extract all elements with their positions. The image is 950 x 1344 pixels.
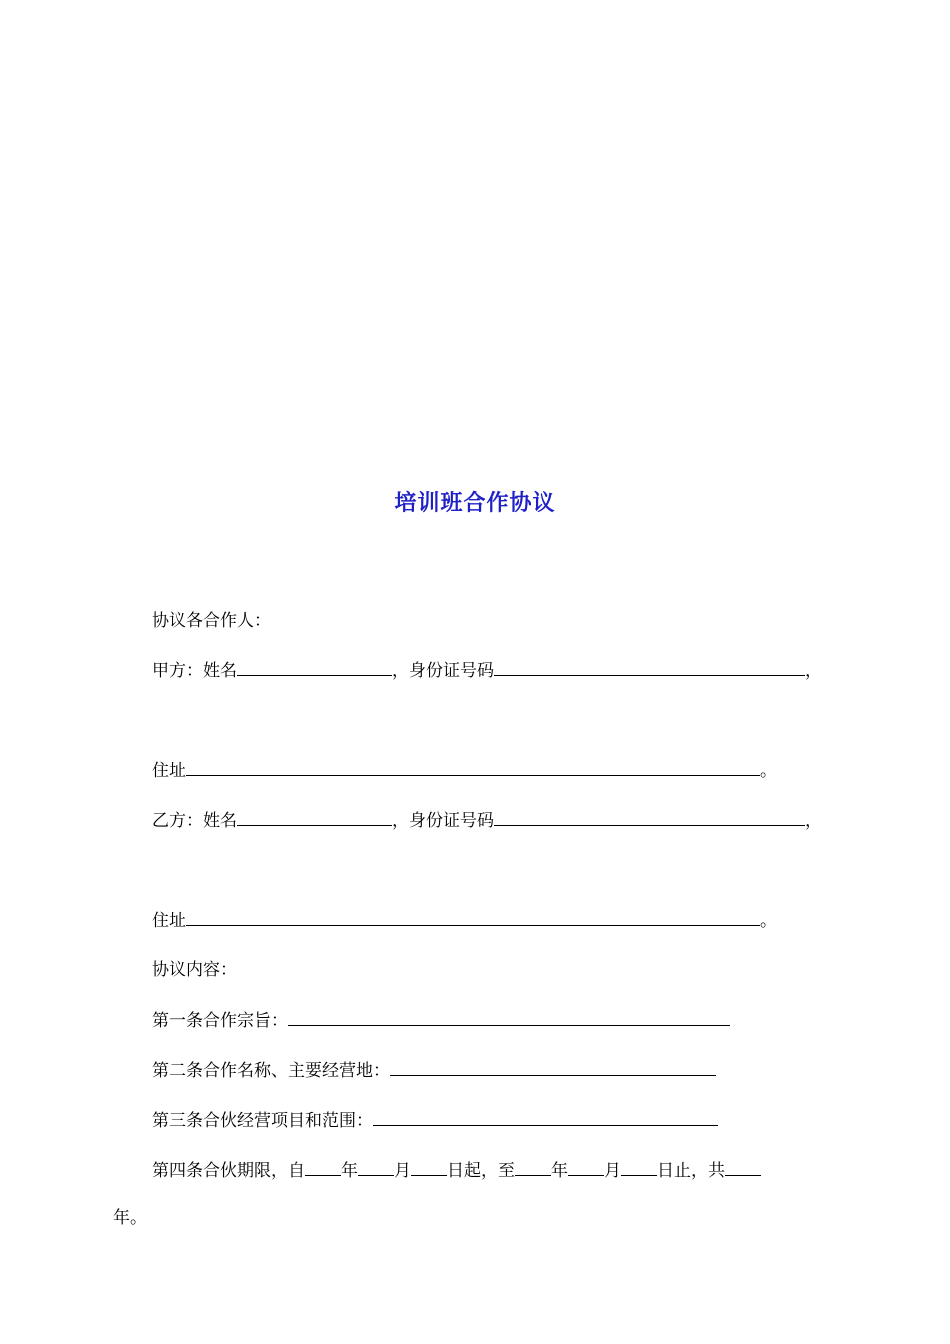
party-b-address-field[interactable] <box>186 908 760 926</box>
partners-heading: 协议各合作人： <box>152 611 271 631</box>
start-day-label: 日起，至 <box>447 1161 515 1181</box>
article-3-line <box>152 1108 718 1133</box>
end-month-field[interactable] <box>568 1158 604 1176</box>
article-2-line <box>152 1058 716 1083</box>
party-b-address-line <box>152 908 777 933</box>
article-3-label: 第三条合伙经营项目和范围： <box>152 1111 373 1131</box>
party-b-name-field[interactable] <box>237 808 392 826</box>
article-4-continuation: 年。 <box>113 1208 147 1228</box>
party-b-line <box>152 808 822 833</box>
party-a-address-end: 。 <box>760 761 777 781</box>
party-b-line-end: ， <box>805 811 822 831</box>
start-month-field[interactable] <box>358 1158 394 1176</box>
article-4-line <box>152 1158 761 1183</box>
party-b-name-label: 乙方：姓名 <box>152 811 237 831</box>
party-a-line <box>152 658 822 683</box>
party-a-address-field[interactable] <box>186 758 760 776</box>
party-b-id-field[interactable] <box>494 808 805 826</box>
article-1-label: 第一条合作宗旨： <box>152 1011 288 1031</box>
start-day-field[interactable] <box>411 1158 447 1176</box>
end-day-field[interactable] <box>621 1158 657 1176</box>
content-heading: 协议内容： <box>152 960 237 980</box>
end-day-label: 日止，共 <box>657 1161 725 1181</box>
article-3-field[interactable] <box>373 1108 718 1126</box>
party-b-address-label: 住址 <box>152 911 186 931</box>
party-b-address-end: 。 <box>760 911 777 931</box>
start-month-label: 月 <box>394 1161 411 1181</box>
start-year-field[interactable] <box>305 1158 341 1176</box>
end-year-label: 年 <box>551 1161 568 1181</box>
party-a-address-label: 住址 <box>152 761 186 781</box>
document-title: 培训班合作协议 <box>394 491 556 516</box>
end-month-label: 月 <box>604 1161 621 1181</box>
article-4-prefix: 第四条合伙期限，自 <box>152 1161 305 1181</box>
party-b-id-label: ，身份证号码 <box>392 811 494 831</box>
end-year-field[interactable] <box>515 1158 551 1176</box>
party-a-name-field[interactable] <box>237 658 392 676</box>
article-2-label: 第二条合作名称、主要经营地： <box>152 1061 390 1081</box>
party-a-id-field[interactable] <box>494 658 805 676</box>
article-2-field[interactable] <box>390 1058 716 1076</box>
start-year-label: 年 <box>341 1161 358 1181</box>
party-a-id-label: ，身份证号码 <box>392 661 494 681</box>
party-a-line-end: ， <box>805 661 822 681</box>
party-a-address-line <box>152 758 777 783</box>
party-a-name-label: 甲方：姓名 <box>152 661 237 681</box>
article-1-field[interactable] <box>288 1008 730 1026</box>
article-1-line <box>152 1008 730 1033</box>
total-years-field[interactable] <box>725 1158 761 1176</box>
